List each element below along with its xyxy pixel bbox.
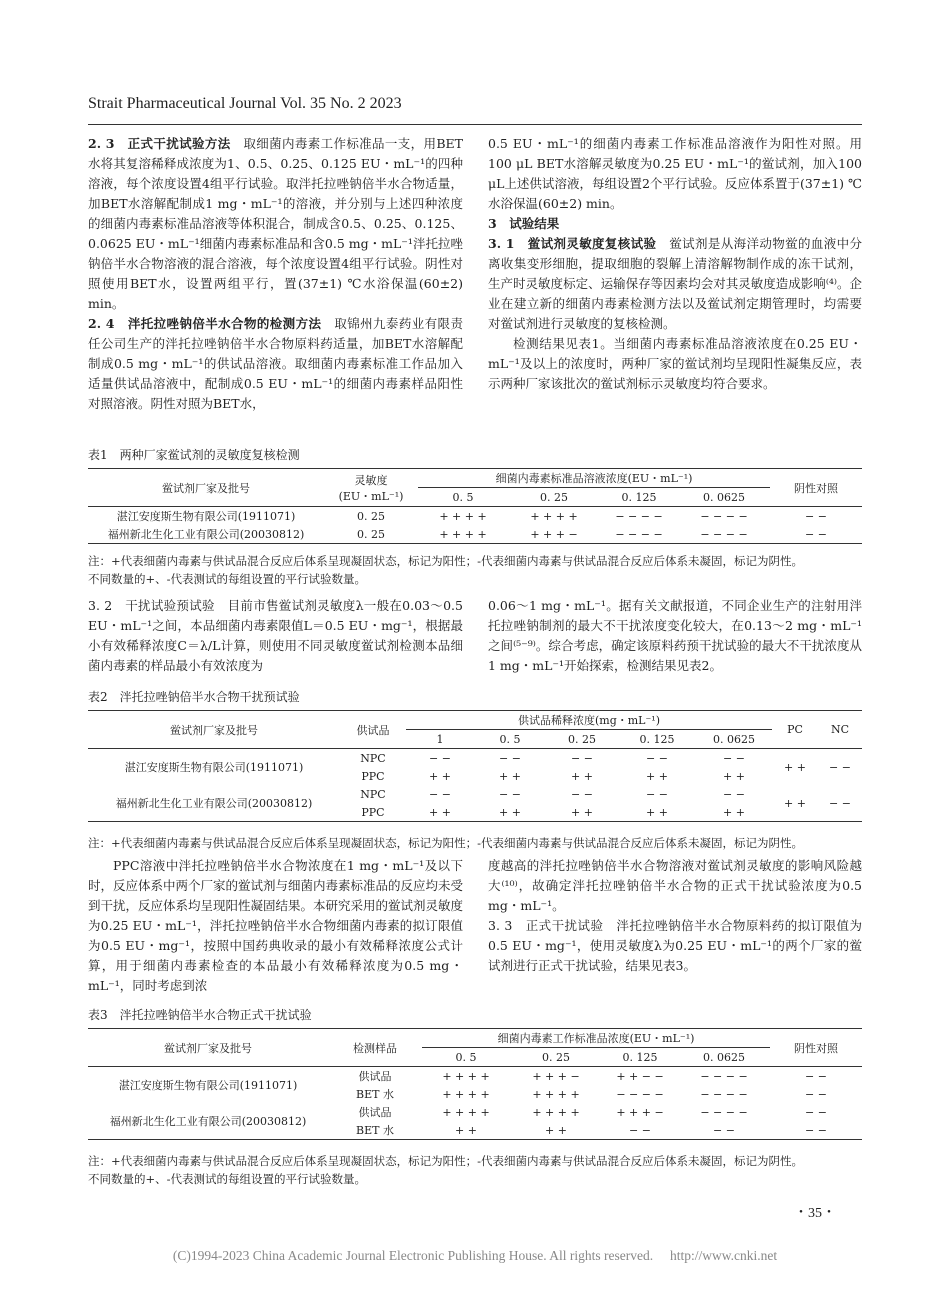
table1-r0-c0: + + + + [439, 509, 487, 523]
table3-note-line2: 不同数量的+、-代表测试的每组设置的平行试验数量。 [88, 1172, 367, 1186]
table3-r0-neg: − − [805, 1069, 827, 1083]
table1-header-negative: 阴性对照 [794, 481, 838, 495]
table3-r3-neg: − − [805, 1123, 827, 1137]
table3-r0-c1: + + + − [532, 1069, 580, 1083]
table1-r0-maker: 湛江安度斯生物有限公司(1911071) [116, 510, 296, 523]
table2-note-line1: 注：+代表细菌内毒素与供试品混合反应后体系呈现凝固状态，标记为阳性；-代表细菌内毒素与供试品混合反应后体系未凝固，标记为阴性。 [88, 836, 804, 850]
table2-r2-sample: NPC [360, 787, 386, 801]
table3-r1-neg: − − [805, 1087, 827, 1101]
table2-r1-c0: + + [429, 769, 451, 783]
table1-conc-0: 0. 5 [452, 490, 474, 504]
table1-r1-maker: 福州新北生化工业有限公司(20030812) [107, 528, 305, 541]
table2-r2-c1: − − [499, 787, 521, 801]
table-row [88, 785, 862, 803]
table2-header-pc: PC [787, 723, 803, 736]
table1-conc-2: 0. 125 [621, 490, 657, 504]
table2-maker-1: 福州新北生化工业有限公司(20030812) [115, 797, 313, 810]
section-3-1-title: 3. 1 鲎试剂灵敏度复核试验 [488, 236, 657, 251]
table3-r1-c3: − − − − [700, 1087, 748, 1101]
table2-r0-c1: − − [499, 751, 521, 765]
table2-r2-pc: + + [784, 796, 806, 810]
table2-r0-c4: − − [723, 751, 745, 765]
table3-r3-c2: − − [629, 1123, 651, 1137]
table3-r0-c2: + + − − [616, 1069, 664, 1083]
table3-r2-c3: − − − − [700, 1105, 748, 1119]
table1-r1-sens: 0. 25 [357, 527, 385, 541]
section-3-1-text: 鲎试剂是从海洋动物鲎的血液中分离收集变形细胞，提取细胞的裂解上清溶解物制作成的冻干试剂，生产时灵敏度标定、运输保存等因素均会对其灵敏度造成影响⁽⁴⁾。企业在建立新的细菌内毒素检测方法以及鲎试剂定期管理时，均需要对鲎试剂进行灵敏度的复核检测。 [488, 236, 862, 331]
table2-dil-0: 1 [436, 732, 444, 746]
table1-conc-1: 0. 25 [540, 490, 568, 504]
section-3-2-continued: 0.06～1 mg・mL⁻¹。据有关文献报道，不同企业生产的注射用泮托拉唑钠制剂的最大不干扰浓度变化较大，在0.13～2 mg・mL⁻¹之间⁽⁵⁻⁹⁾。综合考虑，确定该原料药预干扰试验的最大不干扰浓度从1 mg・mL⁻¹开始探索，检测结果见表2。 [488, 598, 862, 673]
section-2-3-text: 取细菌内毒素工作标准品一支，用BET水将其复溶稀释成浓度为1、0.5、0.25、0.125 EU・mL⁻¹的四种溶液，每个浓度设置4组平行试验。取泮托拉唑钠倍半水合物适量，加BET水溶解配制成1 mg・mL⁻¹的溶液，并分别与上述四种浓度的细菌内毒素标准品溶液等体积混合，制成含0.5、0.25、0.125、0.0625 EU・mL⁻¹细菌内毒素标准品和含0.5 mg・mL⁻¹泮托拉唑钠倍半水合物溶液的混合溶液，每个浓度设置4组平行试验。阴性对照使用BET水，设置两组平行，置(37±1) ℃水浴保温(60±2) min。 [88, 136, 463, 311]
table2-r0-nc: − − [829, 760, 851, 774]
table2-r2-c4: − − [723, 787, 745, 801]
table1-r1-neg: − − [805, 527, 827, 541]
table3-r1-sample: BET 水 [356, 1088, 394, 1101]
table3-header-concentration: 细菌内毒素工作标准品浓度(EU・mL⁻¹) [422, 1029, 770, 1048]
table2-r0-c0: − − [429, 751, 451, 765]
table1-note [88, 552, 868, 588]
table3-conc-1: 0. 25 [542, 1050, 570, 1064]
table3-r3-c0: + + [455, 1123, 477, 1137]
table2-r3-c1: + + [499, 805, 521, 819]
table2-note [88, 834, 868, 852]
table3-header-negative: 阴性对照 [794, 1041, 838, 1055]
section-2-4-title: 2. 4 泮托拉唑钠倍半水合物的检测方法 [88, 316, 322, 331]
after-table2-right [488, 856, 862, 976]
section-3-2-text: 3. 2 干扰试验预试验 目前市售鲎试剂灵敏度λ一般在0.03～0.5 EU・mL⁻¹之间，本品细菌内毒素限值L＝0.5 EU・mg⁻¹，根据最小有效稀释浓度C＝λ/L计算，则使用不同灵敏度鲎试剂检测本品细菌内毒素的样品最小有效浓度为 [88, 598, 463, 673]
table2-header-nc: NC [830, 723, 850, 736]
table-row [88, 1103, 862, 1121]
table1-r0-c2: − − − − [615, 509, 663, 523]
table3-r0-c3: − − − − [700, 1069, 748, 1083]
table3-header-sample: 检测样品 [353, 1041, 397, 1055]
table3-r0-sample: 供试品 [358, 1070, 392, 1083]
table2-r3-c0: + + [429, 805, 451, 819]
journal-header: Strait Pharmaceutical Journal Vol. 35 No. 2 2023 [88, 95, 402, 112]
section-3-2-right [488, 596, 862, 676]
after-table2-left-text: PPC溶液中泮托拉唑钠倍半水合物浓度在1 mg・mL⁻¹及以下时，反应体系中两个厂家的鲎试剂与细菌内毒素标准品的反应均未受到干扰，反应体系均呈现阳性凝固结果。本研究采用的鲎试剂灵敏度为0.25 EU・mL⁻¹，泮托拉唑钠倍半水合物细菌内毒素的拟订限值为0.5 EU・mg⁻¹，按照中国药典收录的最小有效稀释浓度公式计算，用于细菌内毒素检查的本品最小有效稀释浓度为0.5 mg・mL⁻¹，同时考虑到浓 [88, 858, 464, 993]
page-number: ・35・ [794, 1206, 836, 1221]
table3-r0-c0: + + + + [442, 1069, 490, 1083]
table1-note-line1: 注：+代表细菌内毒素与供试品混合反应后体系呈现凝固状态，标记为阳性；-代表细菌内毒素与供试品混合反应后体系未凝固，标记为阴性。 [88, 554, 804, 568]
table1-r0-sens: 0. 25 [357, 509, 385, 523]
table3-conc-0: 0. 5 [455, 1050, 477, 1064]
table2-header-maker: 鲎试剂厂家及批号 [170, 723, 258, 737]
table2-dil-1: 0. 5 [499, 732, 521, 746]
table1-caption: 表1 两种厂家鲎试剂的灵敏度复核检测 [88, 448, 300, 462]
after-table2-left [88, 856, 463, 996]
table3-maker-0: 湛江安度斯生物有限公司(1911071) [118, 1079, 298, 1092]
table2-dil-3: 0. 125 [639, 732, 675, 746]
table2-r2-nc: − − [829, 796, 851, 810]
table3-r2-neg: − − [805, 1105, 827, 1119]
table2-r0-sample: NPC [360, 751, 386, 765]
section-2-4-text: 取锦州九泰药业有限责任公司生产的泮托拉唑钠倍半水合物原料药适量，加BET水溶解配制成0.5 mg・mL⁻¹的供试品溶液。取细菌内毒素标准工作品加入适量供试品溶液中，配制成0.5 EU・mL⁻¹的细菌内毒素样品阳性对照溶液。阴性对照为BET水， [88, 316, 463, 411]
table2-r3-c2: + + [571, 805, 593, 819]
section-3-3-text: 3. 3 正式干扰试验 泮托拉唑钠倍半水合物原料药的拟订限值为0.5 EU・mg⁻¹，使用灵敏度λ为0.25 EU・mL⁻¹的两个厂家的鲎试剂进行正式干扰试验，结果见表3。 [488, 918, 862, 973]
table1-r0-c3: − − − − [700, 509, 748, 523]
table2-r1-c1: + + [499, 769, 521, 783]
table3-r1-c0: + + + + [442, 1087, 490, 1101]
table2-r0-c2: − − [571, 751, 593, 765]
table-row [88, 507, 862, 526]
table3-r1-c1: + + + + [532, 1087, 580, 1101]
table2-r1-c2: + + [571, 769, 593, 783]
table2 [88, 710, 862, 822]
left-column-1 [88, 134, 463, 414]
table1-header-concentration: 细菌内毒素标准品溶液浓度(EU・mL⁻¹) [418, 469, 770, 488]
table-row [88, 525, 862, 544]
table3-r3-c1: + + [545, 1123, 567, 1137]
table2-r1-sample: PPC [361, 769, 385, 783]
table2-header-sample: 供试品 [356, 723, 390, 737]
section-3-1-result: 检测结果见表1。当细菌内毒素标准品溶液浓度在0.25 EU・mL⁻¹及以上的浓度时，两种厂家的鲎试剂均呈现阳性凝集反应，表示两种厂家该批次的鲎试剂标示灵敏度均符合要求。 [488, 336, 862, 391]
table2-caption: 表2 泮托拉唑钠倍半水合物干扰预试验 [88, 690, 300, 704]
table2-r0-c3: − − [646, 751, 668, 765]
section-2-4-continued: 0.5 EU・mL⁻¹的细菌内毒素工作标准品溶液作为阳性对照。用100 μL BET水溶解灵敏度为0.25 EU・mL⁻¹的鲎试剂，加入100 μL上述供试溶液，每组设置2个平行试验。反应体系置于(37±1) ℃水浴保温(60±2) min。 [488, 136, 862, 211]
table3-r2-c0: + + + + [442, 1105, 490, 1119]
section-3-title: 3 试验结果 [488, 216, 560, 231]
table3-r1-c2: − − − − [616, 1087, 664, 1101]
table3 [88, 1028, 862, 1140]
table2-r1-c3: + + [646, 769, 668, 783]
table2-r1-c4: + + [723, 769, 745, 783]
table1 [88, 468, 862, 544]
table3-caption: 表3 泮托拉唑钠倍半水合物正式干扰试验 [88, 1008, 312, 1022]
section-2-3-title: 2. 3 正式干扰试验方法 [88, 136, 231, 151]
after-table2-right-text: 度越高的泮托拉唑钠倍半水合物溶液对鲎试剂灵敏度的影响风险越大⁽¹⁰⁾，故确定泮托拉唑钠倍半水合物的正式干扰试验浓度为0.5 mg・mL⁻¹。 [488, 858, 862, 913]
table1-r0-c1: + + + + [530, 509, 578, 523]
table3-r2-sample: 供试品 [358, 1106, 392, 1119]
section-3-2-left [88, 596, 463, 676]
table1-r1-c1: + + + − [530, 527, 578, 541]
table1-r0-neg: − − [805, 509, 827, 523]
table3-maker-1: 福州新北生化工业有限公司(20030812) [109, 1115, 307, 1128]
table2-r3-c3: + + [646, 805, 668, 819]
table1-note-line2: 不同数量的+、-代表测试的每组设置的平行试验数量。 [88, 572, 367, 586]
table2-r2-c3: − − [646, 787, 668, 801]
table3-r3-sample: BET 水 [356, 1124, 394, 1137]
table1-conc-3: 0. 0625 [703, 490, 745, 504]
table2-r2-c0: − − [429, 787, 451, 801]
table2-r3-c4: + + [723, 805, 745, 819]
table3-note [88, 1152, 868, 1188]
table2-dil-2: 0. 25 [568, 732, 596, 746]
table-row [88, 749, 862, 768]
table3-header-maker: 鲎试剂厂家及批号 [164, 1041, 252, 1055]
table1-r1-c0: + + + + [439, 527, 487, 541]
table-row [88, 1067, 862, 1086]
table3-r2-c1: + + + + [532, 1105, 580, 1119]
table1-r1-c3: − − − − [700, 527, 748, 541]
table2-r2-c2: − − [571, 787, 593, 801]
table2-r3-sample: PPC [361, 805, 385, 819]
table3-r2-c2: + + + − [616, 1105, 664, 1119]
table1-r1-c2: − − − − [615, 527, 663, 541]
table2-header-dilution: 供试品稀释浓度(mg・mL⁻¹) [406, 711, 772, 730]
copyright-notice: (C)1994-2023 China Academic Journal Electronic Publishing House. All rights reserved. http://www.cnki.net [172, 1248, 778, 1263]
table1-header-maker: 鲎试剂厂家及批号 [162, 481, 250, 495]
table3-conc-3: 0. 0625 [703, 1050, 745, 1064]
table2-maker-0: 湛江安度斯生物有限公司(1911071) [124, 761, 304, 774]
table2-r0-pc: + + [784, 760, 806, 774]
table1-header-sensitivity: 灵敏度 (EU・mL⁻¹) [338, 473, 404, 503]
header-rule [88, 124, 862, 125]
table2-dil-4: 0. 0625 [713, 732, 755, 746]
table3-r3-c3: − − [713, 1123, 735, 1137]
right-column-1 [488, 134, 862, 394]
table3-conc-2: 0. 125 [622, 1050, 658, 1064]
table3-note-line1: 注：+代表细菌内毒素与供试品混合反应后体系呈现凝固状态，标记为阳性；-代表细菌内毒素与供试品混合反应后体系未凝固，标记为阴性。 [88, 1154, 804, 1168]
